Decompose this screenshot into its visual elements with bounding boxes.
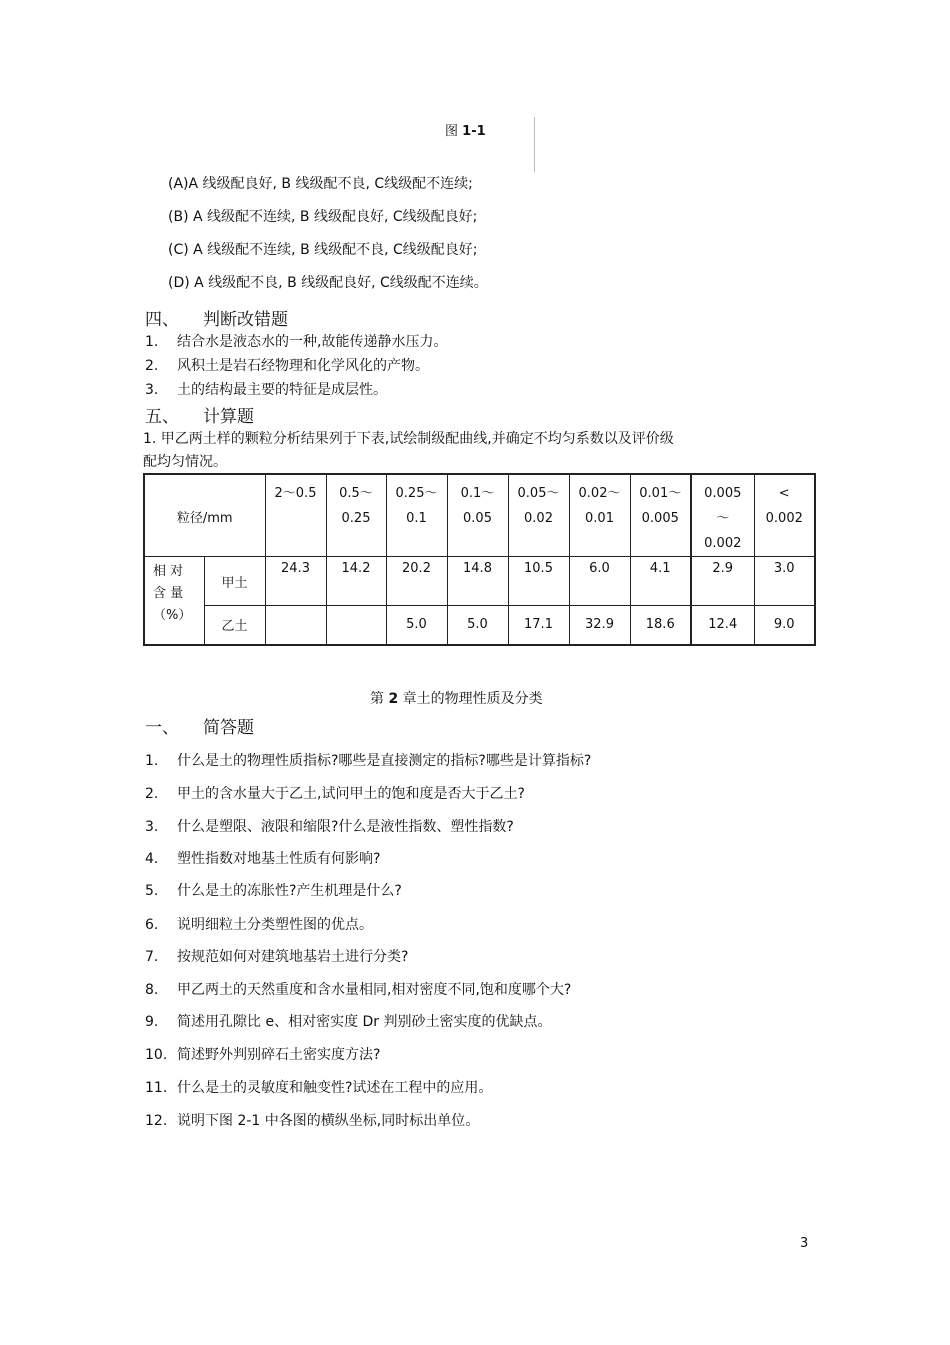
problem-text-line-2: 配均匀情况。: [143, 454, 227, 470]
item-text: 风积土是岩石经物理和化学风化的产物。: [177, 358, 429, 374]
chapter-prefix: 第: [370, 691, 384, 707]
header-text: 0.25: [341, 511, 371, 526]
item-number: 1.: [145, 334, 159, 350]
chapter-title-text: 章土的物理性质及分类: [402, 691, 543, 707]
item-text: 说明细粒土分类塑性图的优点。: [177, 917, 373, 933]
table-cell: [265, 606, 326, 645]
header-text: ～: [716, 511, 730, 526]
header-cell: [630, 474, 691, 557]
table-cell: 14.2: [326, 557, 386, 606]
item-number: 5.: [145, 883, 159, 899]
list-item: [145, 1077, 492, 1097]
list-item: [145, 1110, 479, 1130]
header-text: 0.05～: [517, 486, 560, 501]
list-item: [145, 1011, 552, 1031]
table-cell: 20.2: [386, 557, 447, 606]
list-item: [145, 750, 591, 770]
section-title: 计算题: [203, 407, 254, 427]
header-text: 0.002: [704, 536, 742, 551]
page-number: 3: [800, 1236, 809, 1251]
table-cell: 12.4: [691, 606, 754, 645]
header-text: 0.002: [765, 511, 803, 526]
list-item: [145, 379, 387, 399]
item-number: 8.: [145, 982, 159, 998]
header-cell: [386, 474, 447, 557]
option-c: (C) A 线级配不连续, B 线级配不良, C线级配良好;: [168, 242, 478, 258]
list-item: [145, 979, 571, 999]
problem-text-line-1: 1. 甲乙两土样的颗粒分析结果列于下表,试绘制级配曲线,并确定不均匀系数以及评价级: [143, 431, 674, 447]
list-item: [145, 355, 429, 375]
section-title: 判断改错题: [203, 310, 288, 330]
list-item: [145, 880, 402, 900]
item-number: 1.: [145, 753, 159, 769]
table-cell: 17.1: [508, 606, 569, 645]
item-text: 塑性指数对地基土性质有何影响?: [177, 851, 381, 867]
table-cell: 6.0: [569, 557, 630, 606]
table-row: [144, 557, 815, 606]
item-number: 7.: [145, 949, 159, 965]
item-number: 3.: [145, 382, 159, 398]
table-cell: 32.9: [569, 606, 630, 645]
header-cell: [326, 474, 386, 557]
item-text: 说明下图 2-1 中各图的横纵坐标,同时标出单位。: [177, 1113, 480, 1129]
item-text: 按规范如何对建筑地基岩土进行分类?: [177, 949, 409, 965]
section-heading: [145, 713, 254, 738]
item-text: 土的结构最主要的特征是成层性。: [177, 382, 387, 398]
item-number: 4.: [145, 851, 159, 867]
header-cell: [754, 474, 815, 557]
table-header-row: [144, 474, 815, 557]
table-cell: 9.0: [754, 606, 815, 645]
header-text: 0.02: [524, 511, 553, 526]
row-group-label: [144, 557, 204, 645]
list-item: [145, 914, 373, 934]
list-item: [145, 946, 408, 966]
item-number: 9.: [145, 1014, 159, 1030]
figure-caption: [445, 120, 486, 139]
section-heading: [145, 402, 254, 427]
header-cell: [691, 474, 754, 557]
section-number: 四、: [145, 310, 179, 330]
table-cell: 10.5: [508, 557, 569, 606]
header-text: 0.01: [585, 511, 614, 526]
item-number: 12.: [145, 1113, 168, 1129]
header-text: 0.02～: [578, 486, 621, 501]
item-text: 结合水是液态水的一种,故能传递静水压力。: [177, 334, 448, 350]
header-text: 0.25～: [395, 486, 438, 501]
header-text: 0.1: [406, 511, 427, 526]
table-cell: 4.1: [630, 557, 691, 606]
grain-size-table: [143, 473, 816, 646]
header-text: 0.5～: [339, 486, 373, 501]
option-d: (D) A 线级配不良, B 线级配良好, C线级配不连续。: [168, 275, 488, 291]
item-text: 甲土的含水量大于乙土,试问甲土的饱和度是否大于乙土?: [177, 786, 525, 802]
table-cell: 14.8: [447, 557, 508, 606]
chapter-title: [370, 688, 543, 708]
item-text: 什么是塑限、液限和缩限?什么是液性指数、塑性指数?: [177, 819, 514, 835]
header-cell: [508, 474, 569, 557]
list-item: [145, 783, 525, 803]
row-label: 甲土: [204, 557, 265, 606]
item-text: 什么是土的冻胀性?产生机理是什么?: [177, 883, 402, 899]
list-item: [145, 848, 380, 868]
row-label: 乙土: [204, 606, 265, 645]
section-number: 一、: [145, 718, 179, 738]
item-number: 11.: [145, 1080, 168, 1096]
figure-divider: [534, 117, 535, 172]
table-cell: 18.6: [630, 606, 691, 645]
table-cell: 3.0: [754, 557, 815, 606]
header-text: 2～0.5: [274, 486, 317, 501]
header-label: 粒径/mm: [144, 474, 265, 557]
item-number: 2.: [145, 358, 159, 374]
header-text: <: [778, 486, 790, 501]
item-text: 简述野外判别碎石土密实度方法?: [177, 1047, 381, 1063]
figure-caption-number: 1-1: [462, 124, 486, 139]
header-text: 0.1～: [460, 486, 495, 501]
table-row: [144, 606, 815, 645]
item-text: 什么是土的物理性质指标?哪些是直接测定的指标?哪些是计算指标?: [177, 753, 592, 769]
row-group-text: （%）: [153, 608, 192, 623]
header-cell: [265, 474, 326, 557]
header-cell: [569, 474, 630, 557]
figure-caption-prefix: 图: [445, 124, 459, 139]
item-number: 3.: [145, 819, 159, 835]
item-number: 2.: [145, 786, 159, 802]
header-text: 0.005: [704, 486, 742, 501]
table-cell: 5.0: [386, 606, 447, 645]
item-text: 甲乙两土的天然重度和含水量相同,相对密度不同,饱和度哪个大?: [177, 982, 572, 998]
header-cell: [447, 474, 508, 557]
table-cell: [326, 606, 386, 645]
table-cell: 24.3: [265, 557, 326, 606]
item-text: 简述用孔隙比 e、相对密实度 Dr 判别砂土密实度的优缺点。: [177, 1014, 552, 1030]
section-heading: [145, 305, 288, 330]
item-number: 6.: [145, 917, 159, 933]
list-item: [145, 331, 447, 351]
table-cell: 2.9: [691, 557, 754, 606]
row-group-text: 相 对: [153, 564, 184, 579]
item-number: 10.: [145, 1047, 168, 1063]
header-text: 0.01～: [639, 486, 682, 501]
option-b: (B) A 线级配不连续, B 线级配良好, C线级配良好;: [168, 209, 478, 225]
chapter-number: 2: [388, 691, 399, 707]
header-text: 0.005: [641, 511, 679, 526]
section-number: 五、: [145, 407, 179, 427]
option-a: (A)A 线级配良好, B 线级配不良, C线级配不连续;: [168, 176, 473, 192]
list-item: [145, 816, 514, 836]
list-item: [145, 1044, 380, 1064]
table-cell: 5.0: [447, 606, 508, 645]
row-group-text: 含 量: [153, 586, 184, 601]
section-title: 简答题: [203, 718, 254, 738]
header-text: 0.05: [463, 511, 492, 526]
item-text: 什么是土的灵敏度和触变性?试述在工程中的应用。: [177, 1080, 493, 1096]
